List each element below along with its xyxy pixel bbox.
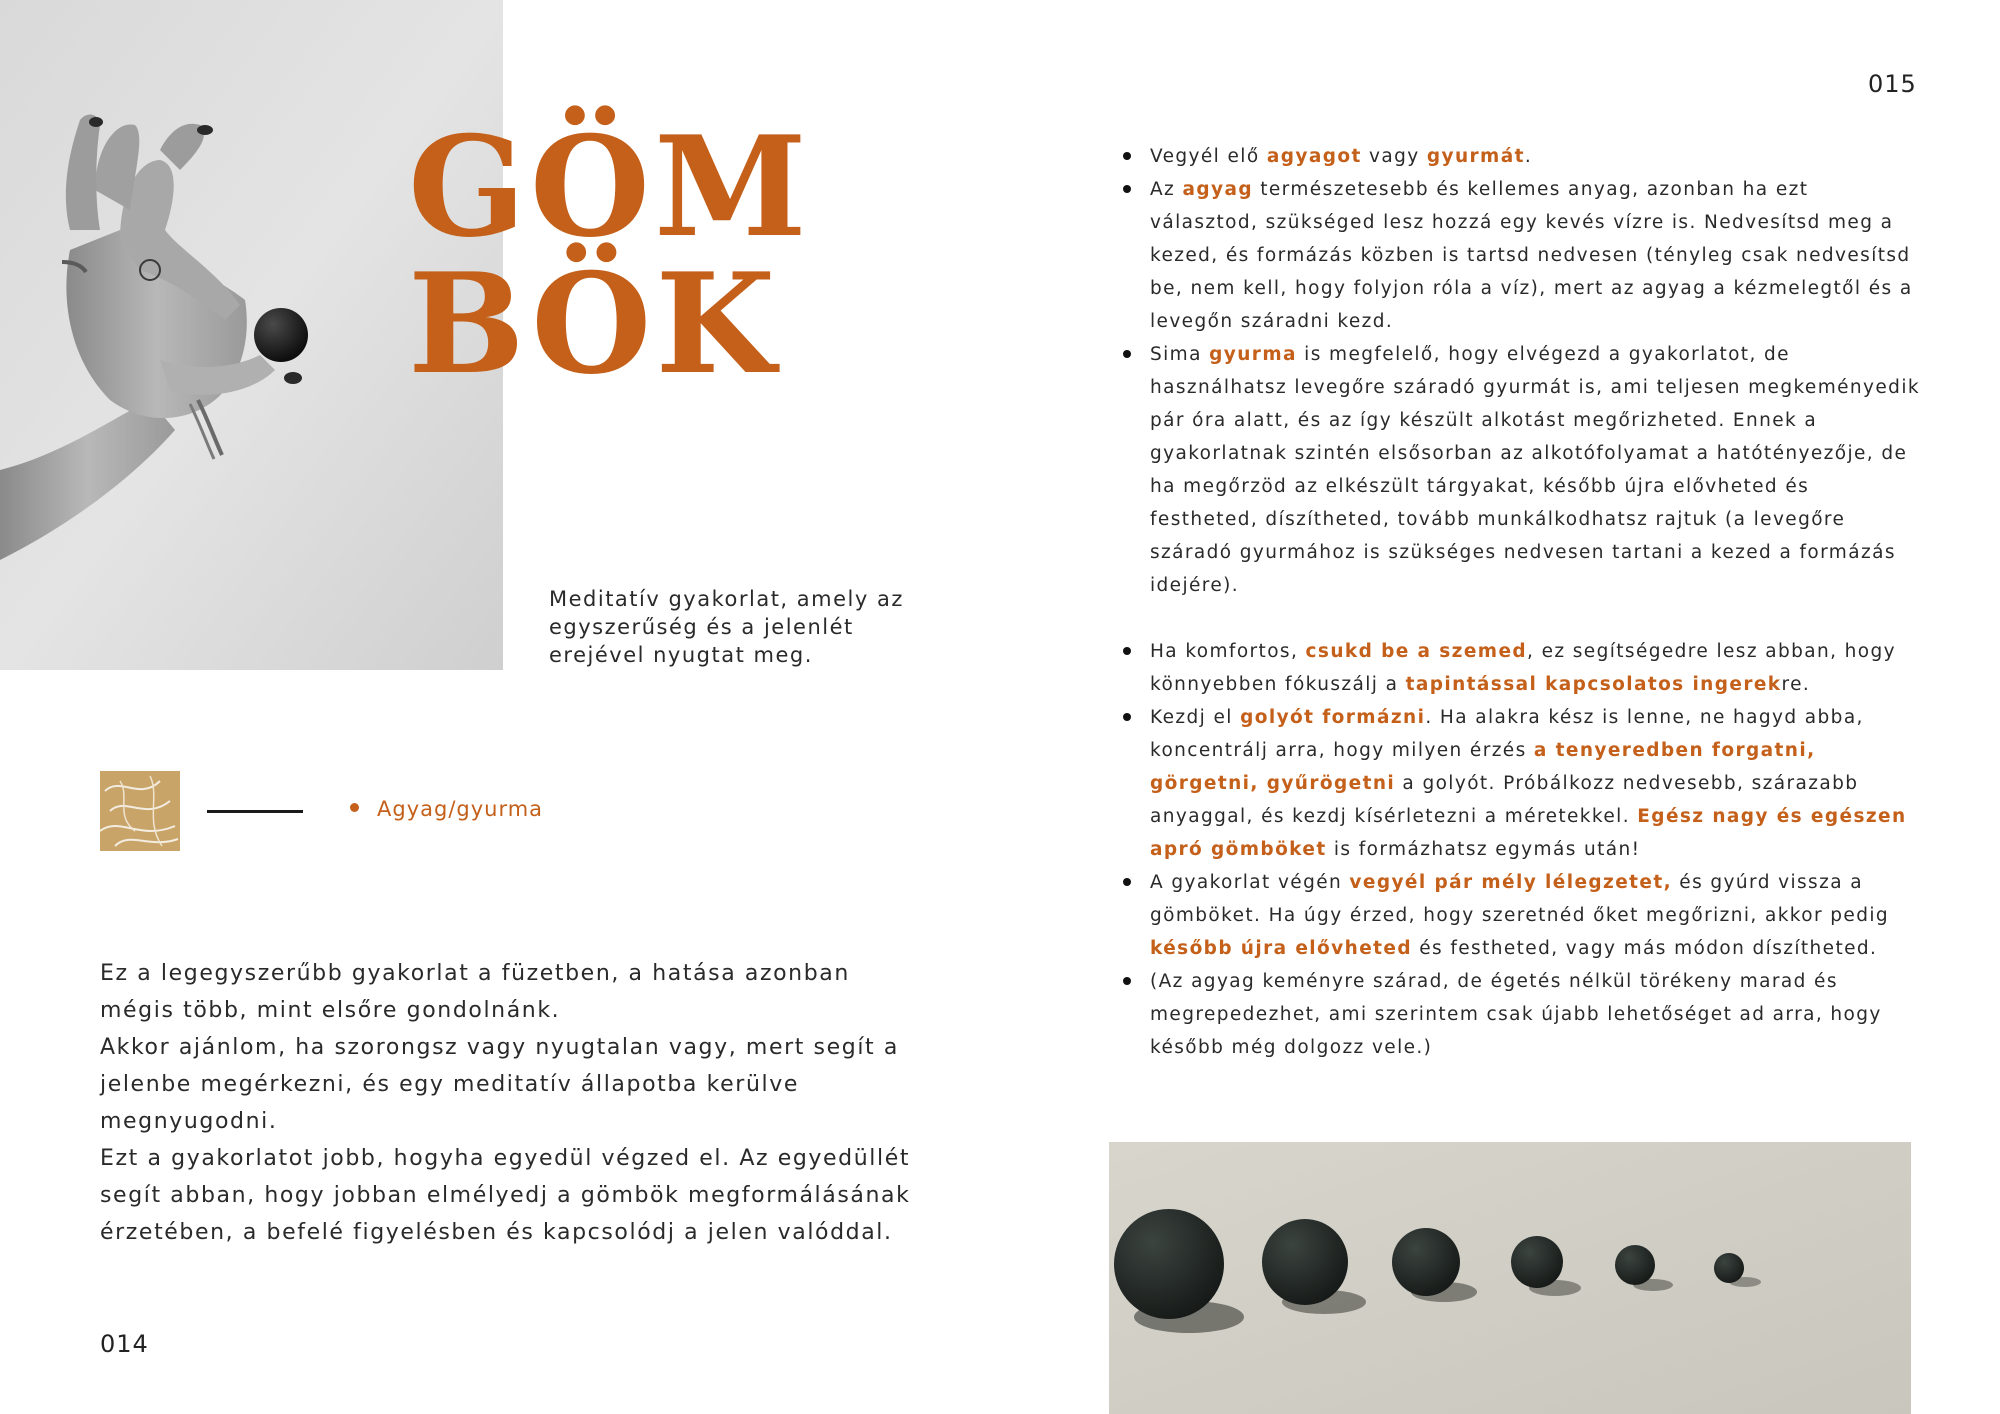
materials-list-item xyxy=(350,797,543,821)
page-number-right: 015 xyxy=(1868,70,1917,98)
instruction-item: Az agyag természetesebb és kellemes anyag, azonban ha ezt választod, szükséged lesz hozzá egy kevés vízre is. Nedvesítsd meg a kezed, és formázás közben is tartsd nedvesen (tényleg csak nedvesítsd be, nem kell, hogy folyjon róla a víz), mert az agyag a kézmelegtől és a levegőn száradni kezd. xyxy=(1120,173,1920,338)
page-number-left: 014 xyxy=(100,1330,149,1358)
instruction-item: Ha komfortos, csukd be a szemed, ez segítségedre lesz abban, hogy könnyebben fókuszálj a tapintással kapcsolatos ingerekre. xyxy=(1120,635,1920,701)
bullet-dot xyxy=(350,803,359,812)
title-line-1: GÖM xyxy=(408,105,811,268)
intro-paragraph: Ez a legegyszerűbb gyakorlat a füzetben, a hatása azonban mégis több, mint elsőre gondolnánk. xyxy=(100,961,850,1023)
materials-label: Agyag/gyurma xyxy=(377,797,544,821)
clay-balls-photo xyxy=(1109,1142,1911,1414)
instruction-item: Vegyél elő agyagot vagy gyurmát. xyxy=(1120,140,1920,173)
intro-text xyxy=(100,955,920,1251)
instructions-list xyxy=(1120,140,1920,1064)
subtitle: Meditatív gyakorlat, amely az egyszerűség és a jelenlét erejével nyugtat meg. xyxy=(549,587,904,667)
intro-paragraph: Akkor ajánlom, ha szorongsz vagy nyugtalan vagy, mert segít a jelenbe megérkezni, és egy meditatív állapotba kerülve megnyugodni. xyxy=(100,1035,899,1134)
clay-texture-thumbnail xyxy=(100,771,180,851)
instruction-item: Sima gyurma is megfelelő, hogy elvégezd a gyakorlatot, de használhatsz levegőre száradó gyurmát is, ami teljesen megkeményedik pár óra alatt, és az így készült alkotást megőrizheted. Ennek a gyakorlatnak szintén elsősorban az alkotófolyamat a hatótényezője, de ha megőrzöd az elkészült tárgyakat, később újra elővheted és festheted, díszítheted, tovább munkálkodhatsz rajtuk (a levegőre száradó gyurmához is szükséges nedvesen tartani a kezed a formázás idejére). xyxy=(1120,338,1920,602)
instruction-item: (Az agyag keményre szárad, de égetés nélkül törékeny marad és megrepedezhet, ami szerintem csak újabb lehetőséget ad arra, hogy később még dolgozz vele.) xyxy=(1120,965,1920,1064)
instruction-item: Kezdj el golyót formázni. Ha alakra kész is lenne, ne hagyd abba, koncentrálj arra, hogy milyen érzés a tenyeredben forgatni, görgetni, gyűrögetni a golyót. Próbálkozz nedvesebb, szárazabb anyaggal, és kezdj kísérletezni a méretekkel. Egész nagy és egészen apró gömböket is formázhatsz egymás után! xyxy=(1120,701,1920,866)
title-line-2: BÖK xyxy=(408,242,780,405)
instruction-item: A gyakorlat végén vegyél pár mély lélegzetet, és gyúrd vissza a gömböket. Ha úgy érzed, hogy szeretnéd őket megőrizni, akkor pedig később újra elővheted és festheted, vagy más módon díszítheted. xyxy=(1120,866,1920,965)
intro-paragraph: Ezt a gyakorlatot jobb, hogyha egyedül végzed el. Az egyedüllét segít abban, hogy jobban elmélyedj a gömbök megformálásának érzetében, a befelé figyelésben és kapcsolódj a jelen valóddal. xyxy=(100,1146,911,1245)
divider-line xyxy=(207,810,303,813)
